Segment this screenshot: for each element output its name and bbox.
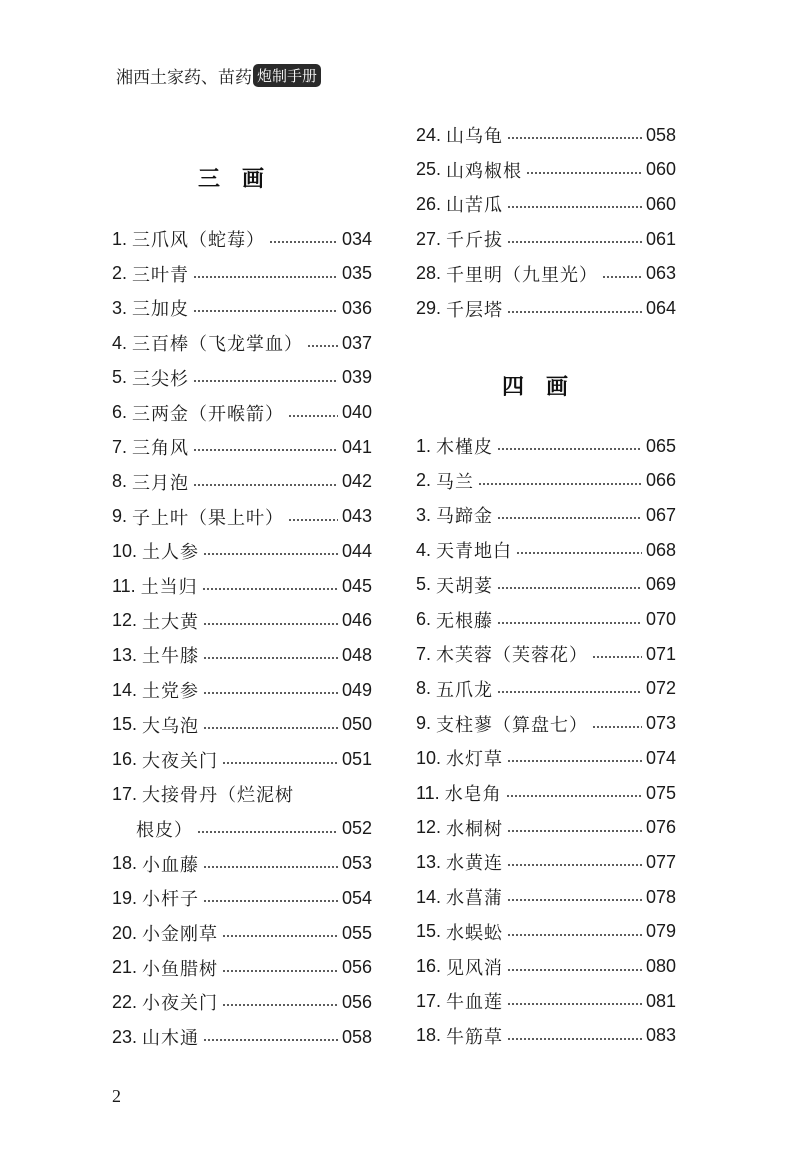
toc-entry bbox=[416, 845, 676, 879]
entry-page: 058 bbox=[341, 1026, 372, 1047]
entry-page: 064 bbox=[645, 298, 676, 318]
entry-name: 千里明（九里光） bbox=[446, 264, 599, 286]
entry-number: 15. bbox=[112, 714, 143, 735]
entry-name: 小鱼腊树 bbox=[142, 958, 219, 980]
entry-name-continued: 根皮） bbox=[136, 819, 193, 841]
entry-name: 三加皮 bbox=[132, 299, 190, 321]
entry-number: 3. bbox=[416, 504, 437, 525]
toc-entry bbox=[416, 741, 676, 775]
entry-page: 065 bbox=[645, 435, 676, 456]
entry-number: 24. bbox=[416, 124, 447, 145]
entry-page: 079 bbox=[645, 921, 676, 942]
toc-entry bbox=[416, 984, 676, 1018]
dot-leader bbox=[507, 240, 642, 244]
entry-page: 072 bbox=[645, 678, 676, 699]
toc-entry bbox=[112, 743, 372, 777]
dot-leader bbox=[222, 969, 338, 973]
toc-entry bbox=[112, 430, 372, 464]
entry-page: 060 bbox=[645, 193, 676, 214]
entry-name: 天胡荽 bbox=[436, 575, 494, 597]
entry-page: 074 bbox=[645, 747, 676, 768]
dot-leader bbox=[507, 933, 642, 937]
toc-entry bbox=[112, 708, 372, 742]
entry-page: 040 bbox=[341, 402, 372, 422]
entry-page: 080 bbox=[645, 956, 676, 976]
dot-leader bbox=[507, 310, 642, 314]
entry-number: 16. bbox=[416, 956, 447, 976]
toc-entry bbox=[416, 498, 676, 532]
dot-leader bbox=[507, 898, 642, 902]
dot-leader bbox=[516, 551, 642, 555]
toc-entry bbox=[416, 707, 676, 741]
entry-name: 小金刚草 bbox=[142, 924, 219, 945]
entry-number: 20. bbox=[112, 922, 143, 943]
entry-number: 17. bbox=[416, 990, 447, 1011]
dot-leader bbox=[193, 483, 338, 487]
dot-leader bbox=[203, 552, 338, 556]
entry-number: 15. bbox=[416, 921, 447, 942]
dot-leader bbox=[497, 516, 642, 520]
dot-leader bbox=[197, 830, 338, 834]
entry-name: 三两金（开喉箭） bbox=[132, 403, 285, 425]
entry-page: 055 bbox=[341, 922, 372, 943]
entry-page: 054 bbox=[341, 887, 372, 908]
entry-page: 063 bbox=[645, 263, 676, 284]
dot-leader bbox=[193, 448, 338, 452]
entry-page: 058 bbox=[645, 124, 676, 145]
entry-number: 7. bbox=[416, 643, 437, 664]
entry-name: 见风消 bbox=[446, 957, 504, 979]
entry-name: 水桐树 bbox=[446, 818, 504, 840]
page-number: 2 bbox=[112, 1086, 121, 1106]
entry-number: 19. bbox=[112, 887, 143, 908]
entry-page: 060 bbox=[645, 159, 676, 180]
entry-name: 三角风 bbox=[132, 438, 190, 460]
toc-entry bbox=[112, 465, 372, 499]
toc-entry bbox=[112, 222, 372, 256]
entry-name: 无根藤 bbox=[436, 610, 494, 632]
entry-name: 土党参 bbox=[142, 681, 200, 703]
entry-name: 小夜关门 bbox=[142, 993, 219, 1015]
entry-name: 大夜关门 bbox=[142, 750, 219, 772]
entry-name: 马兰 bbox=[436, 471, 475, 493]
entry-page: 081 bbox=[645, 990, 676, 1011]
entry-name: 木槿皮 bbox=[436, 437, 494, 458]
dot-leader bbox=[478, 482, 642, 486]
entry-page: 052 bbox=[341, 818, 372, 839]
toc-entry bbox=[112, 326, 372, 360]
toc-entry bbox=[112, 673, 372, 707]
entry-name: 三叶青 bbox=[132, 264, 190, 286]
entry-name: 水皂角 bbox=[444, 784, 502, 805]
entry-page: 077 bbox=[645, 851, 676, 872]
entry-page: 051 bbox=[341, 749, 372, 769]
entry-name: 土大黄 bbox=[142, 611, 200, 633]
toc-entry bbox=[416, 1019, 676, 1053]
entry-page: 046 bbox=[341, 610, 372, 631]
entry-number: 25. bbox=[416, 159, 447, 180]
toc-entry bbox=[416, 292, 676, 326]
toc-entry bbox=[416, 776, 676, 810]
entry-number: 11. bbox=[416, 782, 445, 803]
dot-leader bbox=[203, 622, 338, 626]
entry-name: 牛血莲 bbox=[446, 992, 504, 1014]
entry-page: 083 bbox=[645, 1025, 676, 1046]
dot-leader bbox=[193, 275, 338, 279]
toc-entry bbox=[416, 603, 676, 637]
dot-leader bbox=[592, 655, 642, 659]
entry-name: 土牛膝 bbox=[142, 646, 200, 668]
entry-name: 千层塔 bbox=[446, 299, 504, 321]
entry-page: 076 bbox=[645, 817, 676, 838]
toc-entry bbox=[416, 950, 676, 984]
dot-leader bbox=[497, 690, 642, 694]
section-heading-three-strokes: 三画 bbox=[197, 167, 286, 192]
entry-number: 1. bbox=[416, 435, 437, 456]
dot-leader bbox=[203, 1038, 338, 1042]
toc-entry bbox=[416, 637, 676, 671]
toc-entry bbox=[112, 1020, 372, 1054]
dot-leader bbox=[288, 518, 338, 522]
entry-page: 078 bbox=[645, 886, 676, 907]
entry-name: 三月泡 bbox=[132, 472, 190, 494]
entry-number: 12. bbox=[112, 610, 143, 631]
entry-page: 039 bbox=[341, 367, 372, 388]
entry-number: 6. bbox=[112, 402, 133, 422]
dot-leader bbox=[592, 725, 642, 729]
dot-leader bbox=[602, 275, 642, 279]
entry-number: 2. bbox=[416, 470, 437, 491]
entry-name: 山鸡椒根 bbox=[446, 160, 523, 182]
entry-name: 天青地白 bbox=[436, 541, 513, 563]
running-head bbox=[116, 62, 321, 88]
entry-number: 16. bbox=[112, 749, 143, 769]
manual-badge: 炮制手册 bbox=[253, 64, 321, 87]
entry-name: 五爪龙 bbox=[436, 679, 494, 701]
book-title: 湘西土家药、苗药 bbox=[116, 67, 252, 88]
entry-number: 27. bbox=[416, 228, 447, 249]
entry-page: 067 bbox=[645, 504, 676, 525]
toc-entry bbox=[112, 881, 372, 915]
entry-number: 23. bbox=[112, 1026, 143, 1047]
entry-number: 14. bbox=[112, 679, 143, 700]
entry-number: 29. bbox=[416, 298, 447, 318]
dot-leader bbox=[507, 1037, 642, 1041]
entry-number: 6. bbox=[416, 609, 437, 629]
dot-leader bbox=[222, 1003, 338, 1007]
entry-number: 7. bbox=[112, 436, 133, 457]
entry-page: 071 bbox=[645, 643, 676, 664]
entry-number: 13. bbox=[416, 851, 447, 872]
entry-page: 073 bbox=[645, 713, 676, 734]
section-heading-four-strokes: 四画 bbox=[501, 375, 590, 400]
dot-leader bbox=[288, 414, 338, 418]
toc-entry bbox=[112, 985, 372, 1019]
toc-entry bbox=[112, 847, 372, 881]
entry-page: 035 bbox=[341, 263, 372, 284]
entry-name: 土人参 bbox=[142, 542, 200, 564]
entry-name: 山苦瓜 bbox=[446, 195, 504, 217]
entry-page: 048 bbox=[341, 644, 372, 665]
entry-number: 9. bbox=[112, 506, 133, 527]
dot-leader bbox=[507, 136, 642, 140]
toc-entry bbox=[416, 257, 676, 291]
entry-name: 子上叶（果上叶） bbox=[132, 507, 285, 529]
entry-name: 水灯草 bbox=[446, 749, 504, 771]
entry-name: 千斤拔 bbox=[446, 230, 504, 252]
entry-name: 大乌泡 bbox=[142, 715, 200, 737]
entry-name: 支柱蓼（算盘七） bbox=[436, 714, 589, 736]
entry-name: 水蜈蚣 bbox=[446, 922, 504, 944]
dot-leader bbox=[506, 794, 642, 798]
entry-number: 21. bbox=[112, 957, 143, 978]
entry-number: 2. bbox=[112, 263, 133, 284]
toc-entry bbox=[416, 118, 676, 152]
entry-number: 4. bbox=[416, 539, 437, 560]
entry-page: 070 bbox=[645, 609, 676, 629]
entry-number: 3. bbox=[112, 297, 133, 318]
toc-entry bbox=[416, 464, 676, 498]
toc-entry bbox=[416, 568, 676, 602]
entry-number: 4. bbox=[112, 332, 133, 353]
entry-page: 068 bbox=[645, 539, 676, 560]
entry-page: 042 bbox=[341, 471, 372, 492]
dot-leader bbox=[497, 586, 642, 590]
toc-entry bbox=[112, 361, 372, 395]
dot-leader bbox=[507, 1002, 642, 1006]
entry-name: 牛筋草 bbox=[446, 1026, 504, 1048]
entry-number: 14. bbox=[416, 886, 447, 907]
toc-entry bbox=[416, 672, 676, 706]
dot-leader bbox=[507, 968, 642, 972]
dot-leader bbox=[203, 865, 338, 869]
dot-leader bbox=[222, 934, 338, 938]
toc-entry bbox=[112, 534, 372, 568]
entry-number: 9. bbox=[416, 713, 437, 734]
toc-entry bbox=[416, 153, 676, 187]
toc-entry bbox=[416, 533, 676, 567]
toc-entry bbox=[416, 429, 676, 463]
entry-page: 075 bbox=[645, 782, 676, 803]
entry-number: 12. bbox=[416, 817, 447, 838]
entry-page: 037 bbox=[341, 332, 372, 353]
entry-name: 马蹄金 bbox=[436, 506, 494, 528]
entry-page: 045 bbox=[341, 575, 372, 596]
entry-page: 043 bbox=[341, 506, 372, 527]
entry-number: 10. bbox=[416, 747, 447, 768]
entry-page: 050 bbox=[341, 714, 372, 735]
toc-entry bbox=[112, 604, 372, 638]
entry-page: 069 bbox=[645, 574, 676, 595]
entry-number: 10. bbox=[112, 540, 143, 561]
entry-page: 049 bbox=[341, 679, 372, 700]
entry-number: 22. bbox=[112, 991, 143, 1012]
toc-entry bbox=[416, 187, 676, 221]
entry-number: 1. bbox=[112, 228, 133, 249]
dot-leader bbox=[497, 621, 642, 625]
toc-entry bbox=[416, 811, 676, 845]
entry-name: 小杆子 bbox=[142, 889, 200, 911]
dot-leader bbox=[203, 899, 338, 903]
entry-number: 13. bbox=[112, 644, 143, 665]
dot-leader bbox=[497, 447, 642, 451]
toc-entry bbox=[112, 257, 372, 291]
entry-name: 水菖蒲 bbox=[446, 888, 504, 910]
dot-leader bbox=[193, 309, 338, 313]
entry-page: 044 bbox=[341, 540, 372, 561]
entry-page: 056 bbox=[341, 957, 372, 978]
toc-entry bbox=[416, 915, 676, 949]
toc-entry bbox=[112, 396, 372, 430]
entry-number: 8. bbox=[112, 471, 133, 492]
dot-leader bbox=[507, 759, 642, 763]
dot-leader bbox=[507, 205, 642, 209]
entry-name: 三尖杉 bbox=[132, 368, 190, 390]
entry-number: 5. bbox=[112, 367, 133, 388]
dot-leader bbox=[269, 240, 338, 244]
toc-entry bbox=[112, 951, 372, 985]
dot-leader bbox=[507, 863, 642, 867]
entry-page: 053 bbox=[341, 853, 372, 874]
toc-entry bbox=[416, 880, 676, 914]
entry-page: 056 bbox=[341, 991, 372, 1012]
dot-leader bbox=[222, 761, 338, 765]
dot-leader bbox=[203, 691, 338, 695]
toc-entry bbox=[112, 638, 372, 672]
entry-name: 水黄连 bbox=[446, 853, 504, 875]
entry-name: 山乌龟 bbox=[446, 126, 504, 147]
entry-number: 17. bbox=[112, 783, 143, 804]
entry-name: 三爪风（蛇莓） bbox=[132, 230, 266, 251]
dot-leader bbox=[203, 656, 338, 660]
entry-page: 036 bbox=[341, 297, 372, 318]
entry-number: 18. bbox=[112, 853, 143, 874]
entry-number: 26. bbox=[416, 193, 447, 214]
entry-name: 大接骨丹（烂泥树 bbox=[142, 785, 295, 807]
entry-page: 034 bbox=[341, 228, 372, 249]
dot-leader bbox=[203, 726, 338, 730]
toc-entry bbox=[112, 777, 372, 811]
entry-number: 11. bbox=[112, 575, 141, 596]
entry-page: 066 bbox=[645, 470, 676, 491]
dot-leader bbox=[507, 829, 642, 833]
toc-entry bbox=[112, 916, 372, 950]
entry-name: 小血藤 bbox=[142, 854, 200, 876]
dot-leader bbox=[193, 379, 338, 383]
entry-name: 山木通 bbox=[142, 1028, 200, 1050]
dot-leader bbox=[526, 171, 642, 175]
dot-leader bbox=[307, 344, 338, 348]
entry-number: 28. bbox=[416, 263, 447, 284]
entry-name: 土当归 bbox=[140, 577, 198, 598]
entry-number: 8. bbox=[416, 678, 437, 699]
entry-number: 5. bbox=[416, 574, 437, 595]
toc-entry bbox=[416, 222, 676, 256]
entry-name: 三百棒（飞龙掌血） bbox=[132, 334, 304, 356]
toc-entry bbox=[112, 500, 372, 534]
entry-page: 061 bbox=[645, 228, 676, 249]
toc-entry bbox=[112, 812, 372, 846]
entry-number: 18. bbox=[416, 1025, 447, 1046]
toc-entry bbox=[112, 291, 372, 325]
dot-leader bbox=[202, 587, 338, 591]
entry-name: 木芙蓉（芙蓉花） bbox=[436, 645, 589, 667]
toc-entry bbox=[112, 569, 372, 603]
entry-page: 041 bbox=[341, 436, 372, 457]
